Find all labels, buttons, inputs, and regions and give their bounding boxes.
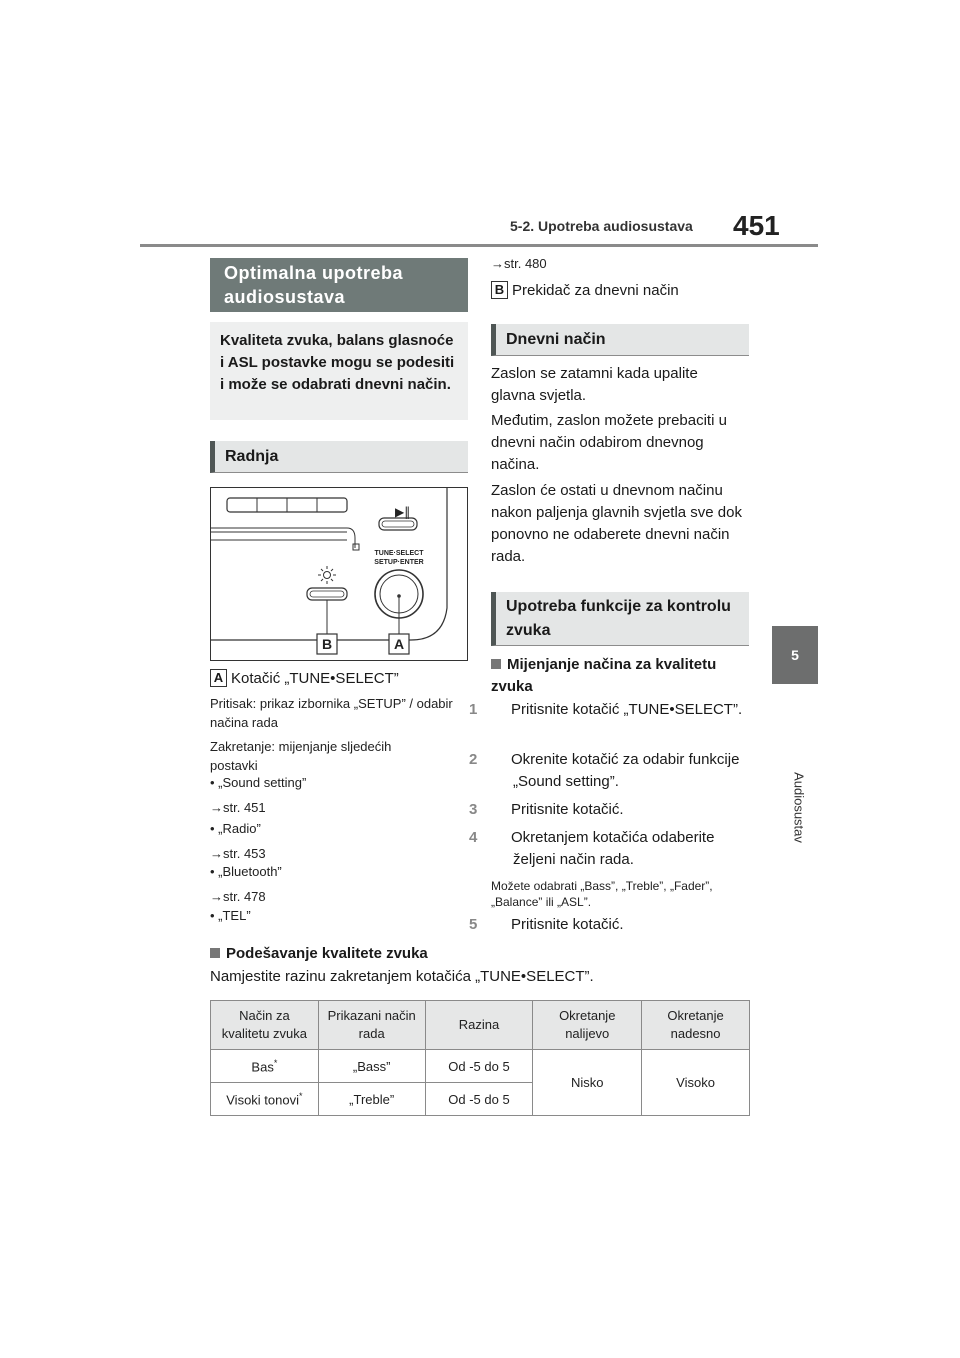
knob-label-1: TUNE·SELECT (374, 550, 424, 557)
callout-a-label: A (393, 636, 405, 652)
display-curve (347, 528, 355, 548)
knob-label-2: SETUP·ENTER (374, 559, 424, 566)
step-2-num: 2 (469, 751, 478, 768)
dnevni-p1: Zaslon se zatamni kada upalite glavna svjetla. (491, 365, 698, 404)
bullet-radio-label: • „Radio” (210, 821, 261, 836)
sun-icon (318, 566, 336, 584)
upotreba-title-text: Upotreba funkcije za kontrolu zvuka (506, 597, 731, 639)
sub-title-mode-text: Mijenjanje načina za kvalitetu zvuka (491, 656, 717, 695)
intro-box: Kvaliteta zvuka, balans glasnoće i ASL postavke mogu se podesiti i može se odabrati dnevni način. (210, 322, 468, 420)
bullet-radio-ref: →str. 453 (210, 846, 266, 861)
table-cell-left: Nisko (533, 1050, 642, 1116)
square-bullet-icon (491, 659, 501, 669)
indicator-led (353, 544, 359, 550)
table-header-cell: Prikazani način rada (318, 1001, 425, 1050)
footnote-star: * (273, 1057, 278, 1068)
bullet-radio (210, 819, 460, 863)
sub-title-quality-text: Podešavanje kvalitete zvuka (226, 945, 428, 962)
play-pause-button (379, 518, 417, 530)
mode-note: Možete odabrati „Bass”, „Treble”, „Fader”, „Balance” ili „ASL”. (491, 879, 713, 909)
step-5-text: Pritisnite kotačić. (511, 916, 624, 933)
table-header-cell: Okretanje nadesno (642, 1001, 750, 1050)
chapter-tab: 5 (772, 626, 818, 684)
table-cell-level: Od -5 do 5 (425, 1050, 533, 1083)
callout-a-dot (397, 594, 401, 598)
radnja-title (210, 441, 468, 473)
play-pause-button-inner (382, 521, 414, 527)
step-3 (469, 799, 771, 821)
upotreba-title (491, 592, 749, 646)
quality-instruction: Namjestite razinu zakretanjem kotačića „TUNE•SELECT”. (210, 968, 594, 985)
step-1-num: 1 (469, 701, 478, 718)
step-5-num: 5 (469, 916, 478, 933)
sub-title-mode (491, 654, 749, 698)
step-1-text: Pritisnite kotačić „TUNE•SELECT”. (511, 701, 743, 718)
table-header-cell: Okretanje nalijevo (533, 1001, 642, 1050)
play-pause-icon: ▶‖ (395, 505, 411, 519)
step-4-num: 4 (469, 829, 478, 846)
main-section-title (210, 258, 468, 312)
bullet-sound-ref: →str. 451 (210, 800, 266, 815)
step-4 (469, 827, 749, 871)
bullet-bluetooth-label: • „Bluetooth” (210, 864, 282, 879)
control-panel-diagram (210, 487, 468, 661)
control-panel-illustration (211, 488, 467, 660)
step-4-text: Okretanjem kotačića odaberite željeni način rada. (511, 829, 715, 868)
item-b (491, 280, 751, 302)
item-a-letter: A (210, 669, 227, 687)
bullet-sound (210, 773, 460, 817)
table-header-row (211, 1001, 750, 1050)
bullet-sound-label: • „Sound setting” (210, 775, 307, 790)
table-cell-display: „Treble” (318, 1083, 425, 1116)
dnevni-title-text: Dnevni način (506, 330, 606, 348)
item-b-letter: B (491, 281, 508, 299)
dnevni-title (491, 324, 749, 356)
step-3-num: 3 (469, 801, 478, 818)
table-cell-display: „Bass” (318, 1050, 425, 1083)
table-header-cell: Način za kvalitetu zvuka (211, 1001, 319, 1050)
dnevni-p3: Zaslon će ostati u dnevnom načinu nakon paljenja glavnih svjetla sve dok ponovno ne odaberete dnevni način rada. (491, 482, 742, 565)
tel-ref: →str. 480 (491, 256, 547, 271)
table-header-cell: Razina (425, 1001, 533, 1050)
callout-b-label: B (321, 636, 333, 652)
mode-name: Visoki tonovi (226, 1092, 299, 1108)
day-mode-button (307, 588, 347, 600)
radnja-title-text: Radnja (225, 447, 279, 465)
chapter-label: Audiosustav (791, 772, 807, 843)
sound-quality-table-wrap (210, 1000, 750, 1116)
day-mode-button-inner (310, 591, 344, 597)
bullet-tel: • „TEL” (210, 908, 251, 923)
square-bullet-icon (210, 948, 220, 958)
mode-name: Bas (251, 1059, 274, 1075)
step-3-text: Pritisnite kotačić. (511, 801, 624, 818)
bullet-bluetooth (210, 862, 460, 906)
table-cell-mode (211, 1050, 319, 1083)
sound-quality-table (210, 1000, 750, 1116)
section-title: 5-2. Upotreba audiosustava (510, 218, 693, 234)
main-section-title-text: Optimalna upotreba audiosustava (224, 263, 404, 307)
dnevni-p2: Međutim, zaslon možete prebaciti u dnevni način odabirom dnevnog načina. (491, 412, 727, 473)
table-cell-mode (211, 1083, 319, 1116)
item-a (210, 668, 470, 690)
item-b-text: Prekidač za dnevni način (512, 282, 679, 299)
table-row (211, 1050, 750, 1083)
footnote-star: * (299, 1090, 303, 1101)
turn-text: Zakretanje: mijenjanje sljedećih postavki (210, 739, 392, 773)
item-a-text: Kotačić „TUNE•SELECT” (231, 670, 399, 687)
page-number: 451 (733, 210, 780, 241)
header-rule (140, 244, 818, 247)
table-cell-level: Od -5 do 5 (425, 1083, 533, 1116)
step-2 (469, 749, 749, 793)
bullet-bluetooth-ref: →str. 478 (210, 889, 266, 904)
sub-title-quality (210, 943, 750, 965)
table-cell-right: Visoko (642, 1050, 750, 1116)
step-1 (469, 699, 771, 721)
press-text: Pritisak: prikaz izbornika „SETUP” / odabir načina rada (210, 696, 453, 730)
step-2-text: Okrenite kotačić za odabir funkcije „Sound setting”. (511, 751, 740, 790)
step-5 (469, 914, 771, 936)
